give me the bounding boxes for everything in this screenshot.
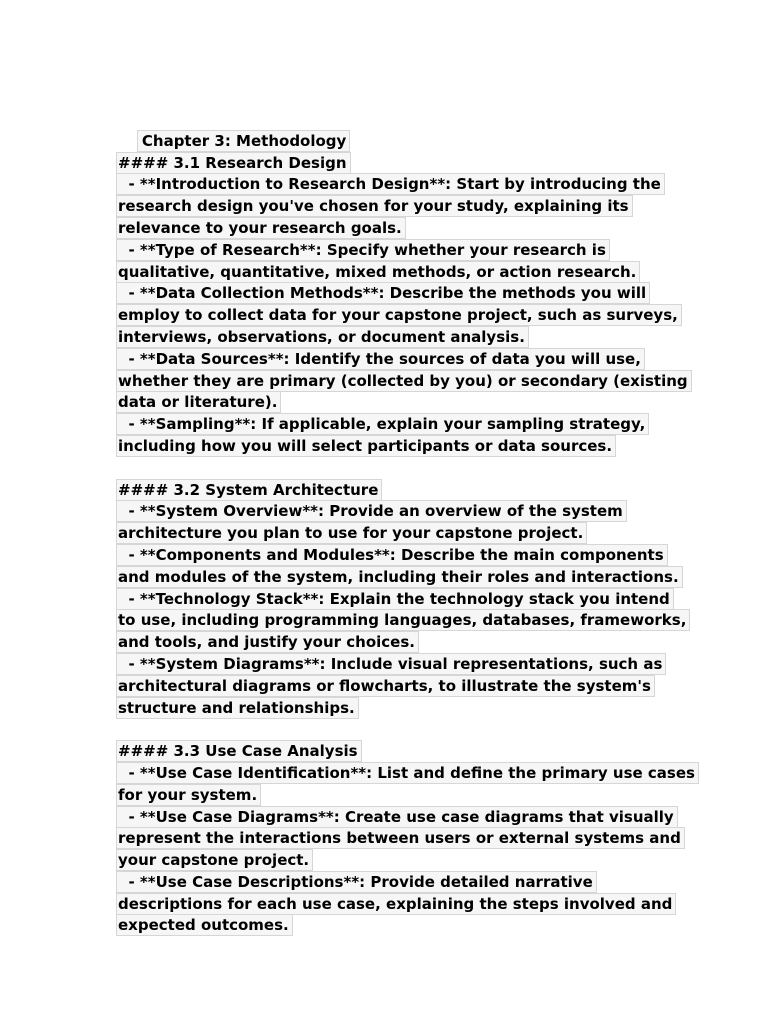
body-line: - **Introduction to Research Design**: Start by introducing the xyxy=(116,173,665,195)
blank-line xyxy=(116,718,676,740)
body-line: your capstone project. xyxy=(116,849,313,871)
body-line: - **Type of Research**: Specify whether your research is xyxy=(116,239,610,261)
body-line: descriptions for each use case, explaining the steps involved and xyxy=(116,893,676,915)
body-line: architectural diagrams or flowcharts, to illustrate the system's xyxy=(116,675,655,697)
body-line: qualitative, quantitative, mixed methods, or action research. xyxy=(116,261,640,283)
section-heading: #### 3.3 Use Case Analysis xyxy=(116,740,362,762)
section-heading: #### 3.1 Research Design xyxy=(116,152,351,174)
body-line: and tools, and justify your choices. xyxy=(116,631,419,653)
body-line: - **Use Case Descriptions**: Provide detailed narrative xyxy=(116,871,597,893)
body-line: - **System Diagrams**: Include visual representations, such as xyxy=(116,653,666,675)
body-line: including how you will select participants or data sources. xyxy=(116,435,616,457)
section-use-case-analysis xyxy=(116,740,695,936)
body-line: whether they are primary (collected by you) or secondary (existing xyxy=(116,370,692,392)
section-system-architecture xyxy=(116,479,687,719)
body-line: - **Data Collection Methods**: Describe the methods you will xyxy=(116,282,650,304)
body-line: - **Data Sources**: Identify the sources of data you will use, xyxy=(116,348,645,370)
body-line: architecture you plan to use for your capstone project. xyxy=(116,522,587,544)
document-page xyxy=(116,108,695,936)
body-line: for your system. xyxy=(116,784,261,806)
body-line: data or literature). xyxy=(116,391,281,413)
body-line: - **System Overview**: Provide an overview of the system xyxy=(116,500,627,522)
body-line: research design you've chosen for your study, explaining its xyxy=(116,195,633,217)
blank-line xyxy=(116,457,676,479)
body-line: represent the interactions between users or external systems and xyxy=(116,827,685,849)
body-line: structure and relationships. xyxy=(116,697,359,719)
body-line: relevance to your research goals. xyxy=(116,217,406,239)
body-line: employ to collect data for your capstone project, such as surveys, xyxy=(116,304,682,326)
section-research-design xyxy=(116,152,688,457)
body-line: interviews, observations, or document analysis. xyxy=(116,326,529,348)
body-line: and modules of the system, including their roles and interactions. xyxy=(116,566,683,588)
body-line: - **Components and Modules**: Describe the main components xyxy=(116,544,668,566)
document-title: Chapter 3: Methodology xyxy=(137,130,350,152)
section-heading: #### 3.2 System Architecture xyxy=(116,479,382,501)
document-title-line xyxy=(116,108,676,150)
body-line: to use, including programming languages, databases, frameworks, xyxy=(116,609,690,631)
body-line: - **Use Case Diagrams**: Create use case diagrams that visually xyxy=(116,806,678,828)
body-line: - **Sampling**: If applicable, explain your sampling strategy, xyxy=(116,413,649,435)
body-line: - **Technology Stack**: Explain the technology stack you intend xyxy=(116,588,674,610)
body-line: expected outcomes. xyxy=(116,914,293,936)
body-line: - **Use Case Identification**: List and define the primary use cases xyxy=(116,762,699,784)
